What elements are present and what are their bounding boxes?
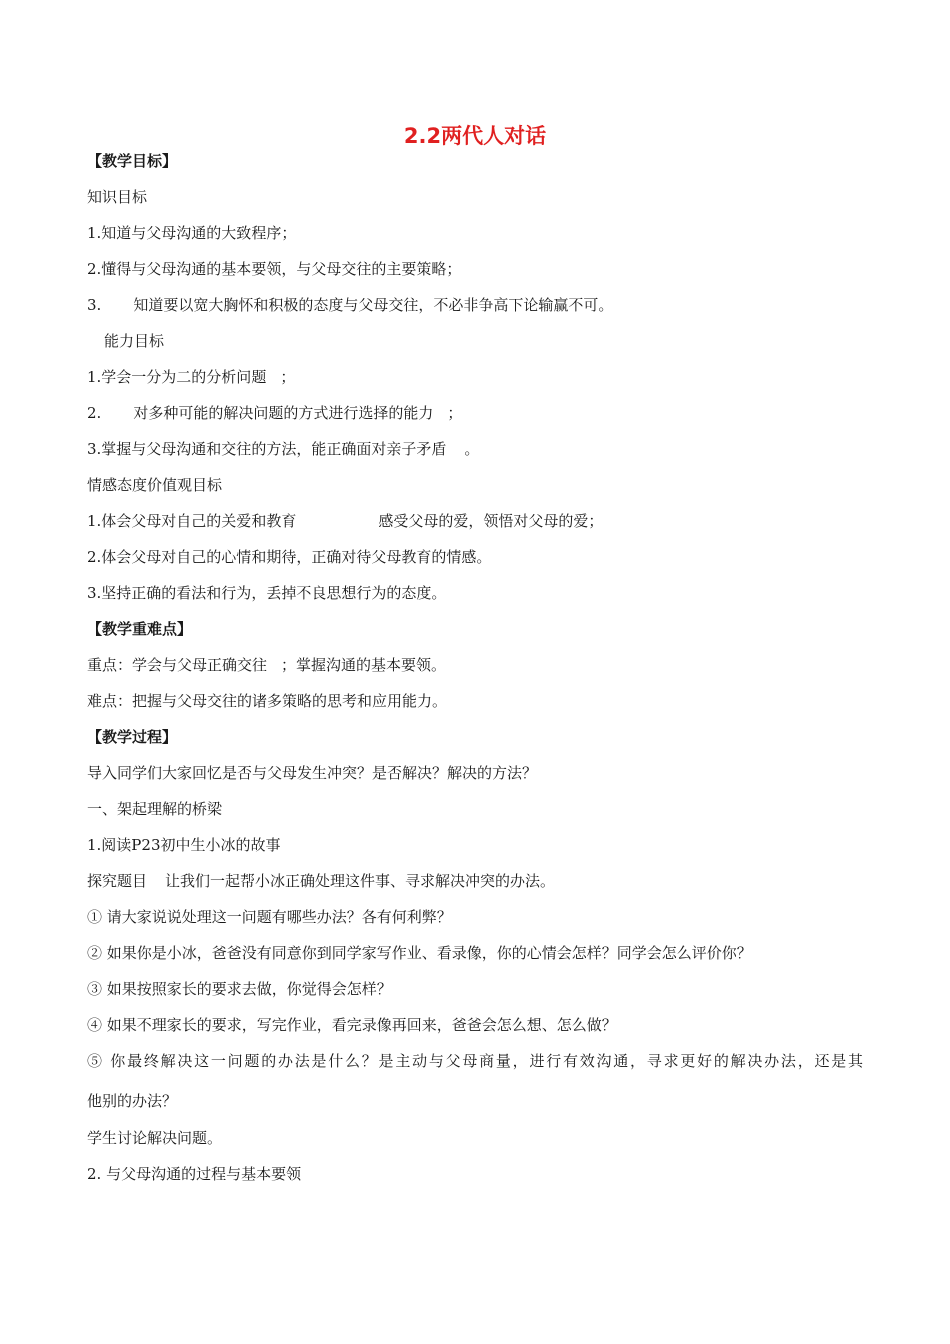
- emotion-item-1: [87, 510, 603, 532]
- process-part-2: 2. 与父母沟通的过程与基本要领: [87, 1165, 302, 1183]
- section-header-process: 【教学过程】: [87, 728, 178, 746]
- ability-item-2: [87, 402, 462, 424]
- question-5-line-1: ⑤ 你最终解决这一问题的办法是什么？是主动与父母商量，进行有效沟通，寻求更好的解决办法，还是其: [87, 1052, 863, 1070]
- knowledge-item-3-text: 知道要以宽大胸怀和积极的态度与父母交往，不必非争高下论输赢不可。: [133, 296, 614, 314]
- process-explore-label: 探究题目: [87, 872, 148, 890]
- emotion-heading: 情感态度价值观目标: [87, 476, 223, 494]
- knowledge-item-3-number: 3.: [87, 296, 102, 314]
- ability-item-3: [87, 438, 479, 460]
- section-header-key-points: 【教学重难点】: [87, 620, 193, 638]
- question-1: ① 请大家说说处理这一问题有哪些办法？各有何利弊？: [87, 908, 452, 926]
- ability-item-1: [87, 366, 295, 388]
- key-focus-text-b: ；掌握沟通的基本要领。: [281, 656, 447, 674]
- emotion-item-1-text-a: 1.体会父母对自己的关爱和教育: [87, 512, 297, 530]
- question-2: ② 如果你是小冰，爸爸没有同意你到同学家写作业、看录像，你的心情会怎样？同学会怎么评价你？: [87, 944, 752, 962]
- ability-item-2-number: 2.: [87, 404, 102, 422]
- ability-item-2-punct: ；: [447, 404, 463, 422]
- key-focus-text: 重点：学会与父母正确交往: [87, 656, 268, 674]
- ability-item-3-punct: 。: [464, 440, 480, 458]
- ability-heading: 能力目标: [104, 332, 165, 350]
- section-header-goals: 【教学目标】: [87, 152, 178, 170]
- emotion-item-2: 2.体会父母对自己的心情和期待，正确对待父母教育的情感。: [87, 548, 492, 566]
- emotion-item-3: 3.坚持正确的看法和行为，丢掉不良思想行为的态度。: [87, 584, 447, 602]
- page-title: 2.2两代人对话: [403, 124, 547, 148]
- process-explore-text: 让我们一起帮小冰正确处理这件事、寻求解决冲突的办法。: [165, 872, 556, 890]
- process-intro: 导入同学们大家回忆是否与父母发生冲突？是否解决？解决的方法？: [87, 764, 538, 782]
- process-explore: [87, 870, 555, 892]
- process-part-1: 一、架起理解的桥梁: [87, 800, 223, 818]
- key-focus: [87, 654, 446, 676]
- knowledge-item-2: 2.懂得与父母沟通的基本要领，与父母交往的主要策略；: [87, 260, 462, 278]
- ability-item-1-punct: ；: [280, 368, 296, 386]
- ability-item-1-text: 1.学会一分为二的分析问题: [87, 368, 267, 386]
- question-3: ③ 如果按照家长的要求去做，你觉得会怎样？: [87, 980, 392, 998]
- process-discuss: 学生讨论解决问题。: [87, 1129, 223, 1147]
- key-difficulty: 难点：把握与父母交往的诸多策略的思考和应用能力。: [87, 692, 448, 710]
- question-5-line-2: 他别的办法？: [87, 1092, 178, 1110]
- ability-item-3-text: 3.掌握与父母沟通和交往的方法，能正确面对亲子矛盾: [87, 440, 447, 458]
- emotion-item-1-text-b: 感受父母的爱，领悟对父母的爱；: [378, 512, 604, 530]
- knowledge-heading: 知识目标: [87, 188, 148, 206]
- knowledge-item-1: 1.知道与父母沟通的大致程序；: [87, 224, 297, 242]
- question-4: ④ 如果不理家长的要求，写完作业，看完录像再回来，爸爸会怎么想、怎么做？: [87, 1016, 617, 1034]
- process-read: 1.阅读P23初中生小冰的故事: [87, 836, 281, 854]
- knowledge-item-3: [87, 294, 613, 316]
- ability-item-2-text: 对多种可能的解决问题的方式进行选择的能力: [133, 404, 434, 422]
